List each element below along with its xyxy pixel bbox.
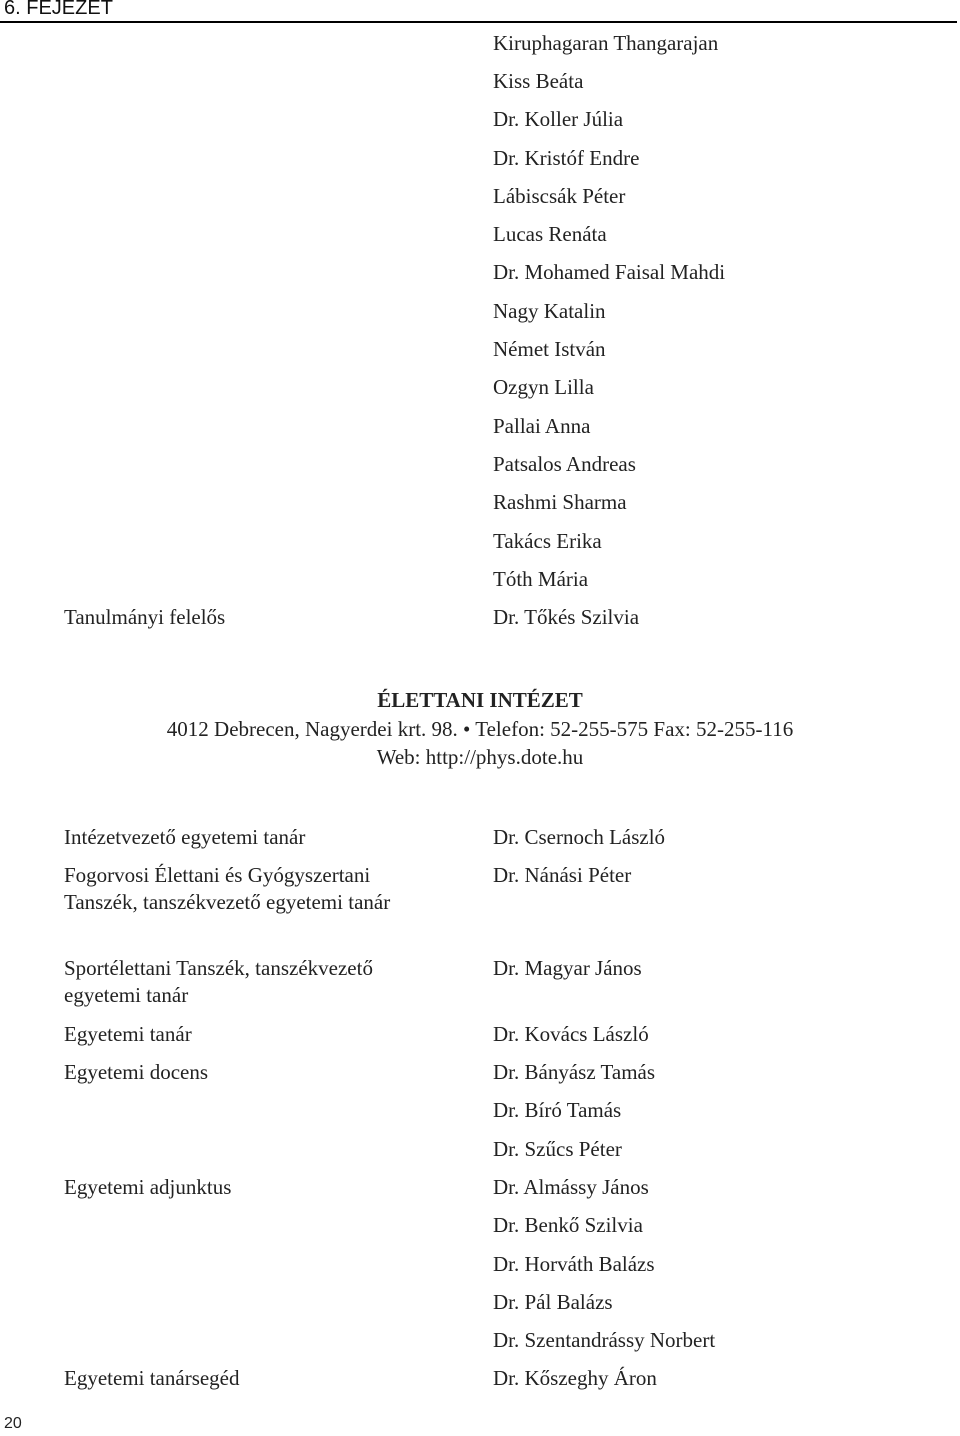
list-item: Kiruphagaran Thangarajan bbox=[493, 31, 719, 55]
list-item: Nagy Katalin bbox=[493, 299, 606, 323]
staff-name: Dr. Kőszeghy Áron bbox=[493, 1366, 657, 1390]
list-item: Takács Erika bbox=[493, 529, 602, 553]
staff-role: Egyetemi adjunktus bbox=[64, 1175, 232, 1199]
page-number: 20 bbox=[4, 1415, 22, 1432]
list-item: Patsalos Andreas bbox=[493, 452, 636, 476]
tanulmanyi-name: Dr. Tőkés Szilvia bbox=[493, 605, 640, 629]
staff-role: Fogorvosi Élettani és Gyógyszertani Tanszék, tanszékvezető egyetemi tanár bbox=[64, 863, 391, 914]
staff-name: Dr. Bíró Tamás bbox=[493, 1098, 622, 1122]
staff-name: Dr. Kovács László bbox=[493, 1022, 649, 1046]
staff-name: Dr. Bányász Tamás bbox=[493, 1060, 656, 1084]
institute-address: 4012 Debrecen, Nagyerdei krt. 98. • Telefon: 52-255-575 Fax: 52-255-116 bbox=[166, 717, 794, 741]
list-item: Lucas Renáta bbox=[493, 222, 607, 246]
list-item: Német István bbox=[493, 337, 606, 361]
list-item: Lábiscsák Péter bbox=[493, 184, 626, 208]
list-item: Pallai Anna bbox=[493, 414, 591, 438]
staff-role: Egyetemi tanársegéd bbox=[64, 1366, 240, 1390]
list-item: Dr. Kristóf Endre bbox=[493, 146, 640, 170]
list-item: Dr. Mohamed Faisal Mahdi bbox=[493, 260, 726, 284]
tanulmanyi-label: Tanulmányi felelős bbox=[64, 605, 226, 629]
list-item: Tóth Mária bbox=[493, 567, 589, 591]
staff-role: Egyetemi docens bbox=[64, 1060, 209, 1084]
staff-name: Dr. Almássy János bbox=[493, 1175, 649, 1199]
staff-name: Dr. Csernoch László bbox=[493, 825, 666, 849]
staff-name: Dr. Magyar János bbox=[493, 956, 642, 980]
chapter-title: 6. FEJEZET bbox=[4, 0, 113, 19]
staff-name: Dr. Szűcs Péter bbox=[493, 1137, 622, 1161]
staff-role: Egyetemi tanár bbox=[64, 1022, 192, 1046]
institute-web: Web: http://phys.dote.hu bbox=[376, 745, 584, 769]
staff-name: Dr. Pál Balázs bbox=[493, 1290, 613, 1314]
staff-name: Dr. Szentandrássy Norbert bbox=[493, 1328, 716, 1352]
staff-name: Dr. Horváth Balázs bbox=[493, 1252, 655, 1276]
staff-role: Sportélettani Tanszék, tanszékvezető egyetemi tanár bbox=[64, 956, 373, 1007]
institute-title: ÉLETTANI INTÉZET bbox=[377, 688, 583, 712]
list-item: Kiss Beáta bbox=[493, 69, 584, 93]
running-head bbox=[0, 0, 957, 23]
staff-role: Intézetvezető egyetemi tanár bbox=[64, 825, 306, 849]
list-item: Dr. Koller Júlia bbox=[493, 107, 624, 131]
list-item: Ozgyn Lilla bbox=[493, 375, 594, 399]
staff-name: Dr. Benkő Szilvia bbox=[493, 1213, 643, 1237]
staff-name: Dr. Nánási Péter bbox=[493, 863, 632, 887]
list-item: Rashmi Sharma bbox=[493, 490, 627, 514]
